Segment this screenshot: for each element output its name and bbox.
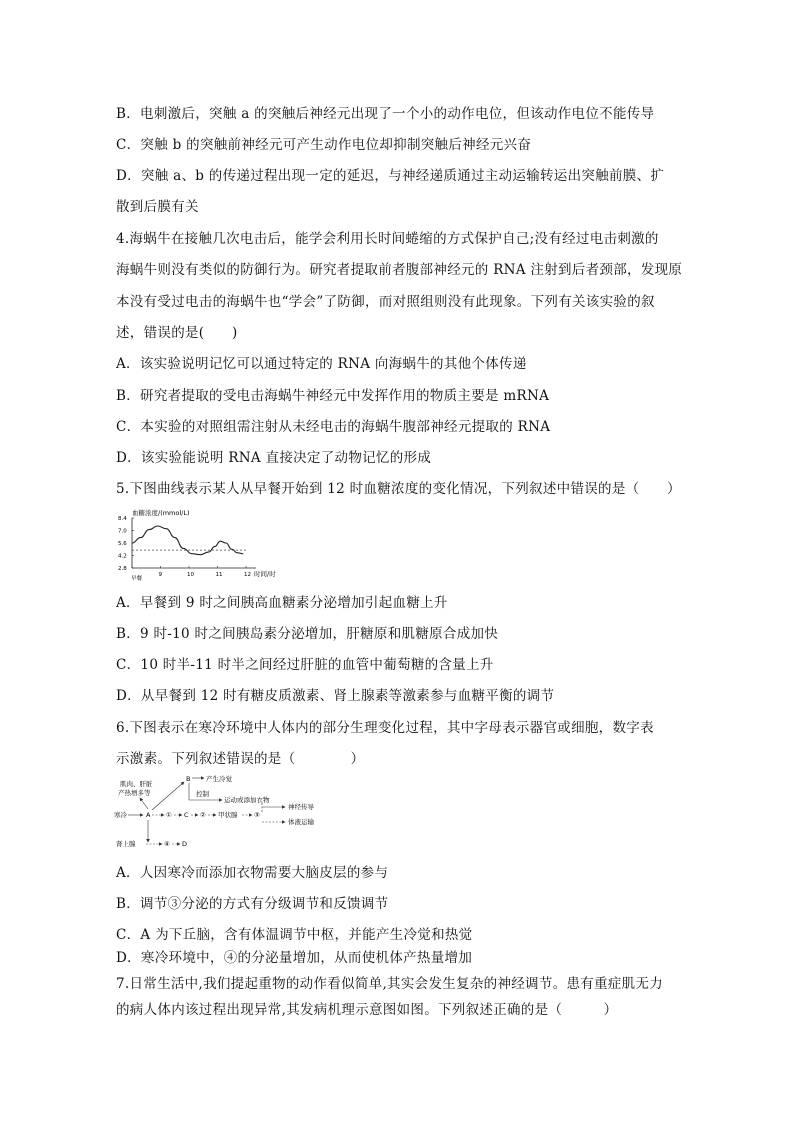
chart-ylabel: 血糖浓度/(mmol/L) <box>132 509 190 517</box>
chart-y-tick-label: 4.2 <box>118 553 127 560</box>
q5-stem: 5.下图曲线表示某人从早餐开始到 12 时血糖浓度的变化情况，下列叙述中错误的是（ ） <box>116 481 681 497</box>
q4-option-c: C．本实验的对照组需注射从未经电击的海蜗牛腹部神经元提取的 RNA <box>116 419 551 435</box>
chart-y-tick-label: 5.6 <box>118 541 127 547</box>
diagram-adrenal: 肾上腺 <box>116 840 136 848</box>
q5-option-b: B．9 时-10 时之间胰岛素分泌增加，肝糖原和肌糖原合成加快 <box>116 626 499 642</box>
q5-option-c: C．10 时半-11 时半之间经过肝脏的血管中葡萄糖的含量上升 <box>116 657 494 673</box>
q7-stem-line1: 7.日常生活中,我们提起重物的动作看似简单,其实会发生复杂的神经调节。患有重症肌无力 <box>116 976 664 992</box>
diagram-node-d: D <box>182 840 188 848</box>
q3-option-d-line1: D．突触 a、b 的传递过程出现一定的延迟，与神经递质通过主动运输转运出突触前膜、扩 <box>116 168 665 184</box>
diagram-exercise: 运动或添加衣物 <box>224 796 270 804</box>
blood-glucose-chart <box>116 506 286 582</box>
q4-option-b: B．研究者提取的受电击海蜗牛神经元中发挥作用的物质主要是 mRNA <box>116 388 550 404</box>
q4-option-a: A．该实验说明记忆可以通过特定的 RNA 向海蜗牛的其他个体传递 <box>116 356 527 372</box>
q3-option-b: B．电刺激后，突触 a 的突触后神经元出现了一个小的动作电位，但该动作电位不能传导 <box>116 106 655 122</box>
diagram-node-a: A <box>146 811 151 819</box>
diagram-hormone-3: ③ <box>254 811 260 819</box>
diagram-hormone-1: ① <box>166 811 172 819</box>
q4-stem-line4: 述，错误的是( ) <box>116 325 238 341</box>
q3-option-d-line2: 散到后膜有关 <box>116 199 199 215</box>
diagram-thyroid: 甲状腺 <box>218 811 238 819</box>
chart-x-tick-label: 12 <box>244 572 251 578</box>
chart-x-tick-label: 11 <box>215 572 223 578</box>
chart-y-tick-label: 8.4 <box>118 516 127 522</box>
diagram-node-b: B <box>186 775 191 783</box>
q5-option-a: A．早餐到 9 时之间胰高血糖素分泌增加引起血糖上升 <box>116 595 448 611</box>
diagram-neural-legend: 神经传导 <box>288 803 314 811</box>
diagram-hormone-2: ② <box>200 811 206 819</box>
q4-option-d: D．该实验能说明 RNA 直接决定了动物记忆的形成 <box>116 450 432 466</box>
diagram-control: 控制 <box>196 790 209 798</box>
chart-x-tick-label: 10 <box>187 572 194 578</box>
chart-x-tick-label: 早餐 <box>131 576 143 582</box>
q6-option-c: C．A 为下丘脑，含有体温调节中枢，并能产生冷觉和热觉 <box>116 927 473 943</box>
q4-stem-line1: 4.海蜗牛在接触几次电击后，能学会利用长时间蜷缩的方式保护自己;没有经过电击刺激的 <box>116 231 659 247</box>
q5-option-d: D．从早餐到 12 时有糖皮质激素、肾上腺素等激素参与血糖平衡的调节 <box>116 688 555 704</box>
q6-stem-line2: 示激素。下列叙述错误的是（ ） <box>116 751 365 767</box>
diagram-cold-sense: 产生冷觉 <box>206 775 232 783</box>
q6-option-b: B．调节③分泌的方式有分级调节和反馈调节 <box>116 896 389 912</box>
chart-xlabel: 时间/时 <box>254 570 276 578</box>
chart-x-tick-label: 9 <box>158 572 162 578</box>
thermoregulation-diagram <box>112 772 352 854</box>
q4-stem-line3: 本没有受过电击的海蜗牛也“学会”了防御，而对照组则没有此现象。下列有关该实验的叙 <box>116 294 655 310</box>
q7-stem-line2: 的病人体内该过程出现异常,其发病机理示意图如图。下列叙述正确的是（ ） <box>116 1002 618 1018</box>
diagram-cold: 寒冷 <box>114 811 127 819</box>
diagram-humoral-legend: 体液运输 <box>288 818 314 826</box>
q6-stem-line1: 6.下图表示在寒冷环境中人体内的部分生理变化过程，其中字母表示器官或细胞，数字表 <box>116 720 654 736</box>
diagram-node-c: C <box>184 811 189 819</box>
q4-stem-line2: 海蜗牛则没有类似的防御行为。研究者提取前者腹部神经元的 RNA 注射到后者颈部，发现原 <box>116 262 683 278</box>
q6-option-a: A．人因寒冷而添加衣物需要大脑皮层的参与 <box>116 865 389 881</box>
q6-option-d: D．寒冷环境中，④的分泌量增加，从而使机体产热量增加 <box>116 950 473 966</box>
diagram-muscle-liver: 肌肉、肝脏 <box>120 780 153 788</box>
q3-option-c: C．突触 b 的突触前神经元可产生动作电位却抑制突触后神经元兴奋 <box>116 137 532 153</box>
diagram-heat-organs: 产热增多等 <box>118 789 151 797</box>
chart-y-tick-label: 2.8 <box>118 566 127 572</box>
chart-y-tick-label: 7.0 <box>118 528 127 535</box>
diagram-hormone-4: ④ <box>164 840 170 848</box>
